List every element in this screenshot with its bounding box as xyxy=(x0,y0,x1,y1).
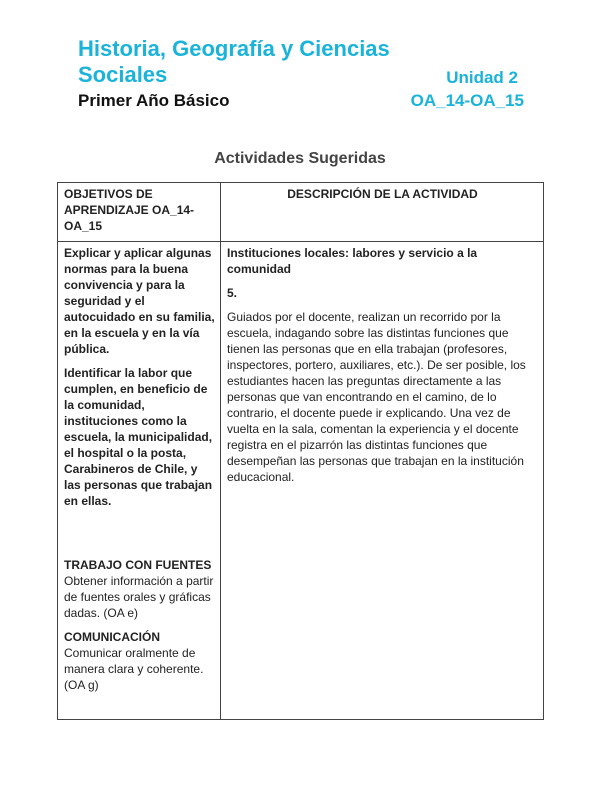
activity-title: Instituciones locales: labores y servicio a la comunidad xyxy=(227,246,478,276)
table-header-row xyxy=(58,183,544,242)
activity-cell xyxy=(221,242,544,720)
activity-description: Guiados por el docente, realizan un recorrido por la escuela, indagando sobre las distintas funciones que tienen las personas que en ella trabajan (profesores, inspectores, portero, auxiliares, etc.). De ser posible, los estudiantes hacen las preguntas directamente a las personas que van encontrando en el camino, de lo contrario, el docente puede ir explicando. Una vez de vuelta en la sala, comentan la experiencia y el docente registra en el pizarrón las distintas funciones que desempeñan las personas que trabajan en la institución educacional. xyxy=(227,310,526,484)
spacer xyxy=(64,517,215,557)
subject-title-line2: Sociales xyxy=(78,62,168,87)
activities-table xyxy=(57,182,544,720)
objectives-cell xyxy=(58,242,221,720)
section-title: Actividades Sugeridas xyxy=(214,150,386,167)
unit-label: Unidad 2 xyxy=(446,68,518,87)
objectives-header: OBJETIVOS DE APRENDIZAJE OA_14-OA_15 xyxy=(58,183,221,242)
skill-title-communication: COMUNICACIÓN xyxy=(64,630,160,644)
grade-label: Primer Año Básico xyxy=(78,91,230,110)
objective-codes: OA_14-OA_15 xyxy=(410,91,524,110)
skill-title-sources: TRABAJO CON FUENTES xyxy=(64,558,212,572)
grade-row xyxy=(78,91,524,111)
title-row xyxy=(78,62,524,88)
objective-paragraph-2: Identificar la labor que cumplen, en beneficio de la comunidad, instituciones como la escuela, la municipalidad, el hospital o la posta, Carabineros de Chile, y las personas que trabajan en ellas. xyxy=(64,366,213,508)
table-body-row xyxy=(58,242,544,720)
subject-title-line1: Historia, Geografía y Ciencias xyxy=(78,36,390,61)
document-header xyxy=(78,36,524,111)
skill-text-communication: Comunicar oralmente de manera clara y coherente. (OA g) xyxy=(64,646,204,692)
objective-paragraph-1: Explicar y aplicar algunas normas para la buena convivencia y para la seguridad y el autocuidado en su familia, en la escuela y en la vía pública. xyxy=(64,246,215,356)
description-header: DESCRIPCIÓN DE LA ACTIVIDAD xyxy=(221,183,544,242)
activity-number: 5. xyxy=(227,286,238,300)
skill-text-sources: Obtener información a partir de fuentes orales y gráficas dadas. (OA e) xyxy=(64,574,214,620)
